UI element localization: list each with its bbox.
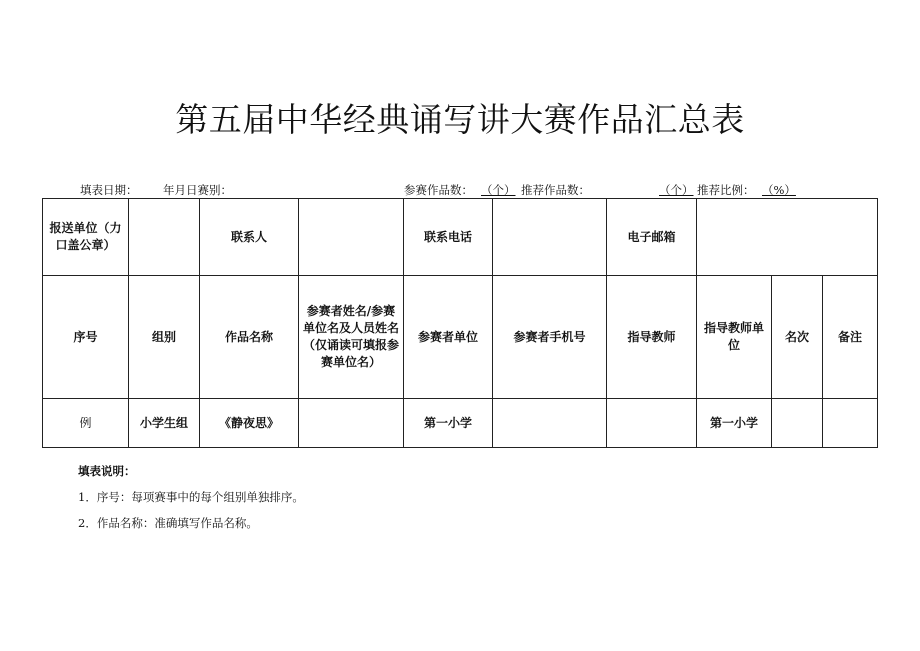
works-count-unit: （个）: [481, 183, 516, 197]
table-cell[interactable]: [823, 399, 878, 448]
table-cell[interactable]: [299, 399, 404, 448]
header-cell: 备注: [823, 276, 878, 399]
table-cell[interactable]: [772, 399, 823, 448]
header-cell: 名次: [772, 276, 823, 399]
contact-person-label: 联系人: [200, 199, 299, 276]
fill-date-label: 填表日期：: [80, 183, 138, 197]
table-cell[interactable]: 《静夜思》: [200, 399, 299, 448]
ratio-unit: （%）: [762, 183, 796, 197]
contact-row: [43, 199, 878, 276]
works-count-label: 参赛作品数：: [404, 183, 473, 197]
header-cell: 参赛者单位: [404, 276, 493, 399]
date-and-category-label: 年月日赛别：: [163, 183, 232, 197]
note-item: 1．序号：每项赛事中的每个组别单独排序。: [78, 490, 304, 504]
email-label: 电子邮箱: [607, 199, 697, 276]
table-row: [43, 399, 878, 448]
header-cell: 指导教师单位: [697, 276, 772, 399]
table-cell[interactable]: 例: [43, 399, 129, 448]
reporting-unit-label: 报送单位（力口盖公章）: [43, 199, 129, 276]
header-row: [43, 276, 878, 399]
phone-value[interactable]: [493, 199, 607, 276]
header-cell: 参赛者手机号: [493, 276, 607, 399]
header-cell: 参赛者姓名/参赛单位名及人员姓名（仅诵读可填报参赛单位名）: [299, 276, 404, 399]
recommended-count-unit: （个）: [659, 183, 694, 197]
page-title: 第五届中华经典诵写讲大赛作品汇总表: [175, 100, 745, 139]
table-cell[interactable]: 小学生组: [129, 399, 200, 448]
table-cell[interactable]: 第一小学: [404, 399, 493, 448]
table-cell[interactable]: [493, 399, 607, 448]
table-cell[interactable]: 第一小学: [697, 399, 772, 448]
header-cell: 作品名称: [200, 276, 299, 399]
header-cell: 序号: [43, 276, 129, 399]
phone-label: 联系电话: [404, 199, 493, 276]
table-cell[interactable]: [607, 399, 697, 448]
contact-person-value[interactable]: [299, 199, 404, 276]
email-value[interactable]: [697, 199, 878, 276]
notes-heading: 填表说明：: [78, 464, 136, 478]
note-item: 2．作品名称：准确填写作品名称。: [78, 516, 258, 530]
reporting-unit-value[interactable]: [129, 199, 200, 276]
header-cell: 组别: [129, 276, 200, 399]
summary-table: [42, 198, 878, 448]
header-cell: 指导教师: [607, 276, 697, 399]
recommended-count-label: 推荐作品数：: [521, 183, 590, 197]
ratio-label: 推荐比例：: [697, 183, 755, 197]
